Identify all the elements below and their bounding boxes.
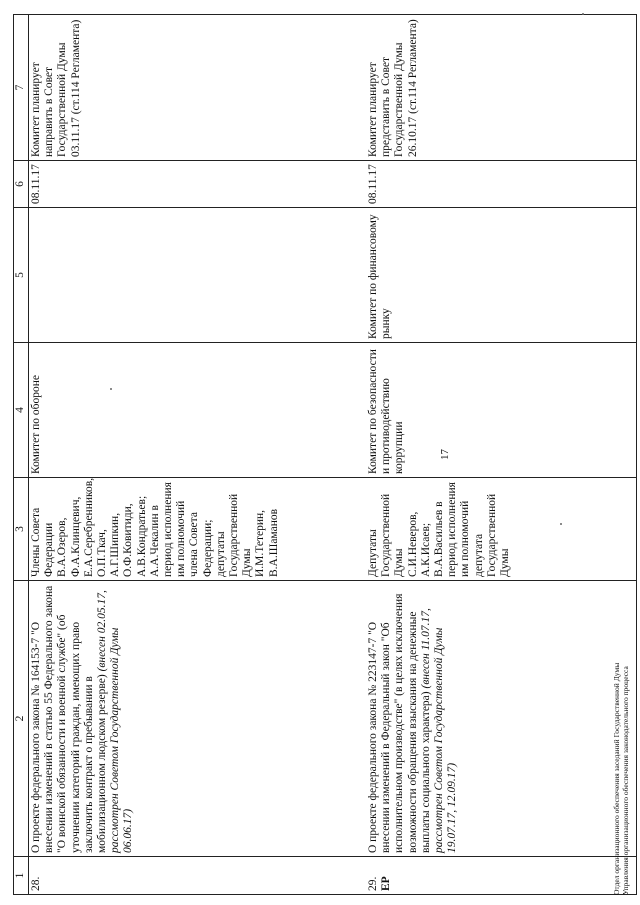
row-number-cell bbox=[366, 857, 637, 895]
table-header-row bbox=[14, 15, 29, 895]
header-col-3: 3 bbox=[14, 478, 29, 581]
footer-line-2: Управления организационного обеспечения законодательного процесса bbox=[621, 666, 630, 895]
footer bbox=[612, 663, 630, 895]
scan-speck bbox=[582, 13, 584, 15]
table-row bbox=[29, 15, 367, 895]
table-row bbox=[366, 15, 637, 895]
scan-speck bbox=[110, 388, 112, 390]
bill-cell bbox=[366, 581, 637, 857]
bill-note: (внесен 02.05.17, рассмотрен Советом Государственной Думы 06.06.17) bbox=[96, 590, 135, 853]
header-col-2: 2 bbox=[14, 581, 29, 857]
date-cell: 08.11.17 bbox=[29, 161, 367, 208]
header-col-1: 1 bbox=[14, 857, 29, 895]
plan-cell: Комитет планирует представить в Совет Государственной Думы 26.10.17 (ст.114 Регламента) bbox=[366, 15, 637, 161]
row-number: 28. bbox=[30, 876, 42, 891]
bill-title: О проекте федерального закона № 223147-7 "О внесении изменений в Федеральный закон "Об исполнительном производстве" (в целях исключения возможности обращения взыскания на денежные выплаты социального характера) bbox=[367, 593, 432, 853]
page-number: 17 bbox=[439, 449, 451, 460]
faction-badge: ЕР bbox=[380, 876, 393, 891]
committee-cell: Комитет по обороне bbox=[29, 343, 367, 478]
footer-line-1: Отдел организационного обеспечения заседаний Государственной Думы bbox=[612, 662, 621, 895]
initiators-cell: Члены Совета Федерации В.А.Озеров, Ф.А.Клинцевич, Е.А.Серебренников, О.П.Ткач, А.Г.Шипкин, О.Ф.Ковитиди, А.В.Кондратьев; А.А.Чекалин в период исполнения им полномочий члена Совета Федерации; депутаты Государственной Думы И.М.Тетерин, В.А.Шаманов bbox=[29, 478, 367, 581]
header-col-4: 4 bbox=[14, 343, 29, 478]
scan-speck bbox=[560, 523, 562, 525]
plan-cell: Комитет планирует направить в Совет Государственной Думы 03.11.17 (ст.114 Регламента) bbox=[29, 15, 367, 161]
bill-title: О проекте федерального закона № 164153-7 "О внесении изменений в статью 55 Федерального закона "О воинской обязанности и военной службе" (об уточнении категорий граждан, имеющих право заключить контракт о пребывании в мобилизационном людском резерве) bbox=[30, 585, 109, 853]
committee-cell: Комитет по безопасности и противодействию коррупции bbox=[366, 343, 637, 478]
bill-cell bbox=[29, 581, 367, 857]
header-col-5: 5 bbox=[14, 208, 29, 343]
bill-note: (внесен 11.07.17, рассмотрен Советом Государственной Думы 19.07.17, 12.09.17) bbox=[419, 608, 459, 853]
agenda-table bbox=[13, 14, 637, 895]
co-committee-cell bbox=[29, 208, 367, 343]
row-number-cell bbox=[29, 857, 367, 895]
header-col-6: 6 bbox=[14, 161, 29, 208]
co-committee-cell: Комитет по финансовому рынку bbox=[366, 208, 637, 343]
initiators-cell: Депутаты Государственной Думы С.И.Неверов, А.К.Исаев; В.А.Васильев в период исполнения им полномочий депутата Государственной Думы bbox=[366, 478, 637, 581]
header-col-7: 7 bbox=[14, 15, 29, 161]
date-cell: 08.11.17 bbox=[366, 161, 637, 208]
row-number: 29. bbox=[367, 876, 379, 891]
